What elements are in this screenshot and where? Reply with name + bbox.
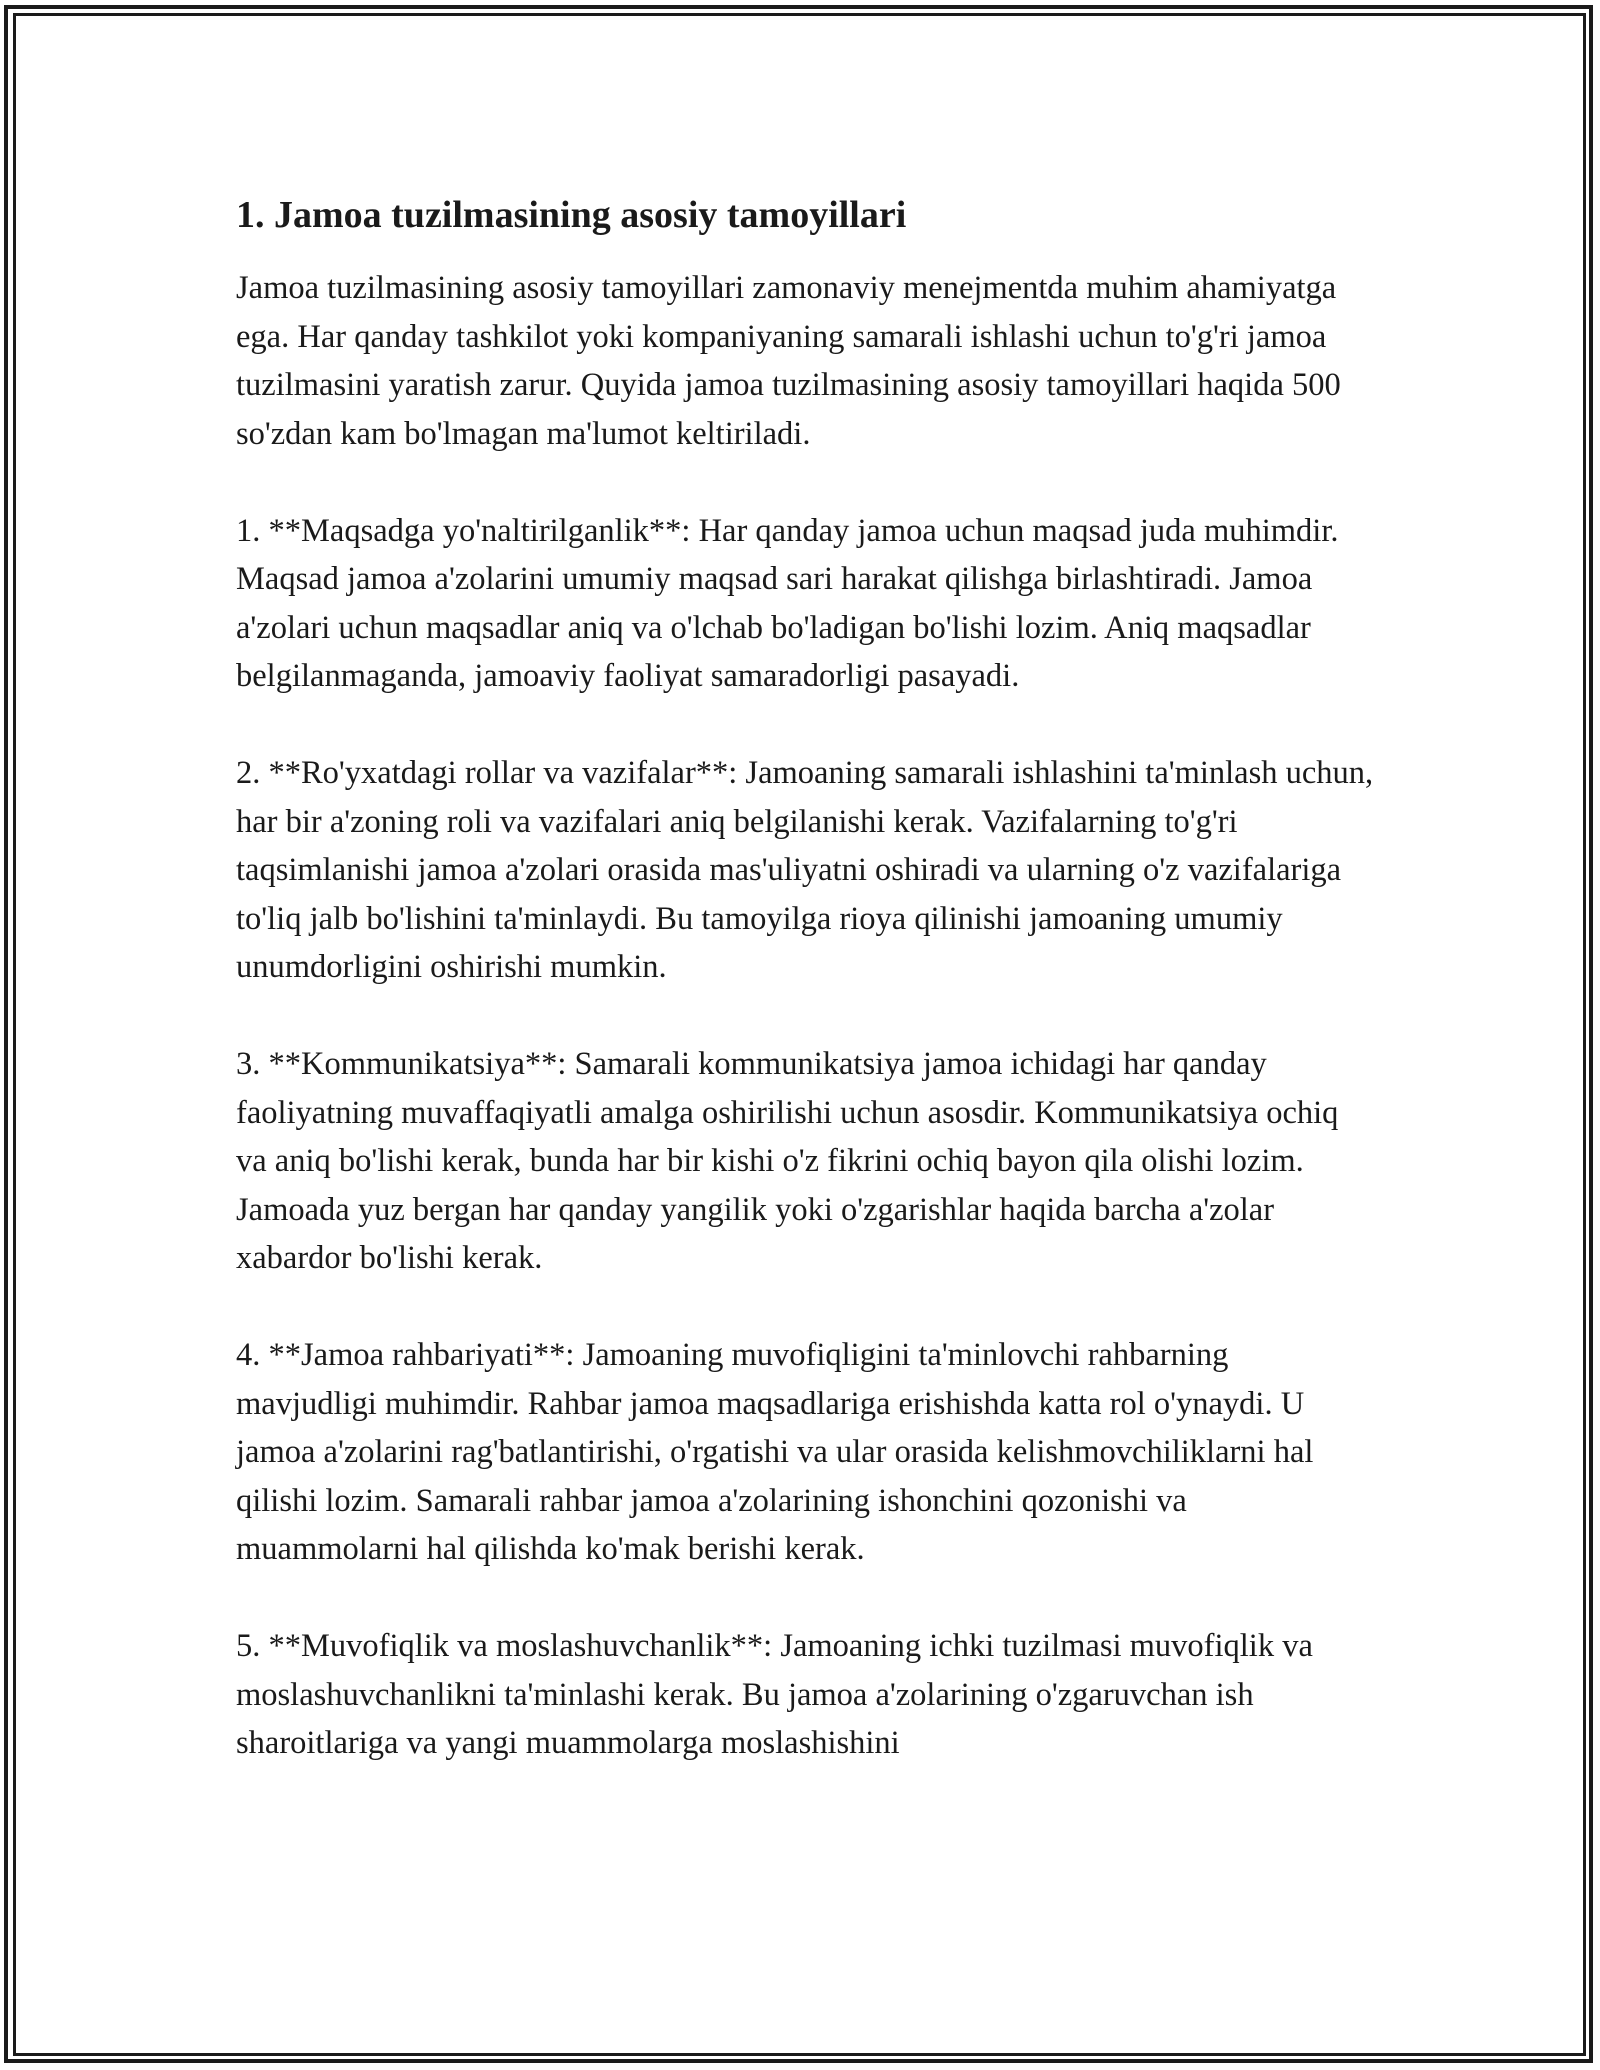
document-body: [236, 188, 1376, 1768]
document-title: 1. Jamoa tuzilmasining asosiy tamoyillari: [236, 194, 907, 236]
paragraph-principle-2: 2. **Ro'yxatdagi rollar va vazifalar**: Jamoaning samarali ishlashini ta'minlash uchun, har bir a'zoning roli va vazifalari aniq belgilanishi kerak. Vazifalarning to'g'ri taqsimlanishi jamoa a'zolari orasida mas'uliyatni oshiradi va ularning o'z vazifalariga to'liq jalb bo'lishini ta'minlaydi. Bu tamoyilga rioya qilinishi jamoaning umumiy unumdorligini oshirishi mumkin.: [236, 755, 1374, 985]
paragraph-principle-3: 3. **Kommunikatsiya**: Samarali kommunikatsiya jamoa ichidagi har qanday faoliyatning muvaffaqiyatli amalga oshirilishi uchun asosdir. Kommunikatsiya ochiq va aniq bo'lishi kerak, bunda har bir kishi o'z fikrini ochiq bayon qila olishi lozim. Jamoada yuz bergan har qanday yangilik yoki o'zgarishlar haqida barcha a'zolar xabardor bo'lishi kerak.: [236, 1046, 1339, 1276]
paragraph-principle-5: 5. **Muvofiqlik va moslashuvchanlik**: Jamoaning ichki tuzilmasi muvofiqlik va moslashuvchanlikni ta'minlashi kerak. Bu jamoa a'zolarining o'zgaruvchan ish sharoitlariga va yangi muammolarga moslashishini: [236, 1628, 1313, 1761]
paragraph-principle-1: 1. **Maqsadga yo'naltirilganlik**: Har qanday jamoa uchun maqsad juda muhimdir. Maqsad jamoa a'zolarini umumiy maqsad sari harakat qilishga birlashtiradi. Jamoa a'zolari uchun maqsadlar aniq va o'lchab bo'ladigan bo'lishi lozim. Aniq maqsadlar belgilanmaganda, jamoaviy faoliyat samaradorligi pasayadi.: [236, 512, 1339, 694]
paragraph-intro: Jamoa tuzilmasining asosiy tamoyillari zamonaviy menejmentda muhim ahamiyatga ega. Har qanday tashkilot yoki kompaniyaning samarali ishlashi uchun to'g'ri jamoa tuzilmasini yaratish zarur. Quyida jamoa tuzilmasining asosiy tamoyillari haqida 500 so'zdan kam bo'lmagan ma'lumot keltiriladi.: [236, 270, 1341, 452]
paragraph-principle-4: 4. **Jamoa rahbariyati**: Jamoaning muvofiqligini ta'minlovchi rahbarning mavjudligi muhimdir. Rahbar jamoa maqsadlariga erishishda katta rol o'ynaydi. U jamoa a'zolarini rag'batlantirishi, o'rgatishi va ular orasida kelishmovchiliklarni hal qilishi lozim. Samarali rahbar jamoa a'zolarining ishonchini qozonishi va muammolarni hal qilishda ko'mak berishi kerak.: [236, 1337, 1314, 1567]
